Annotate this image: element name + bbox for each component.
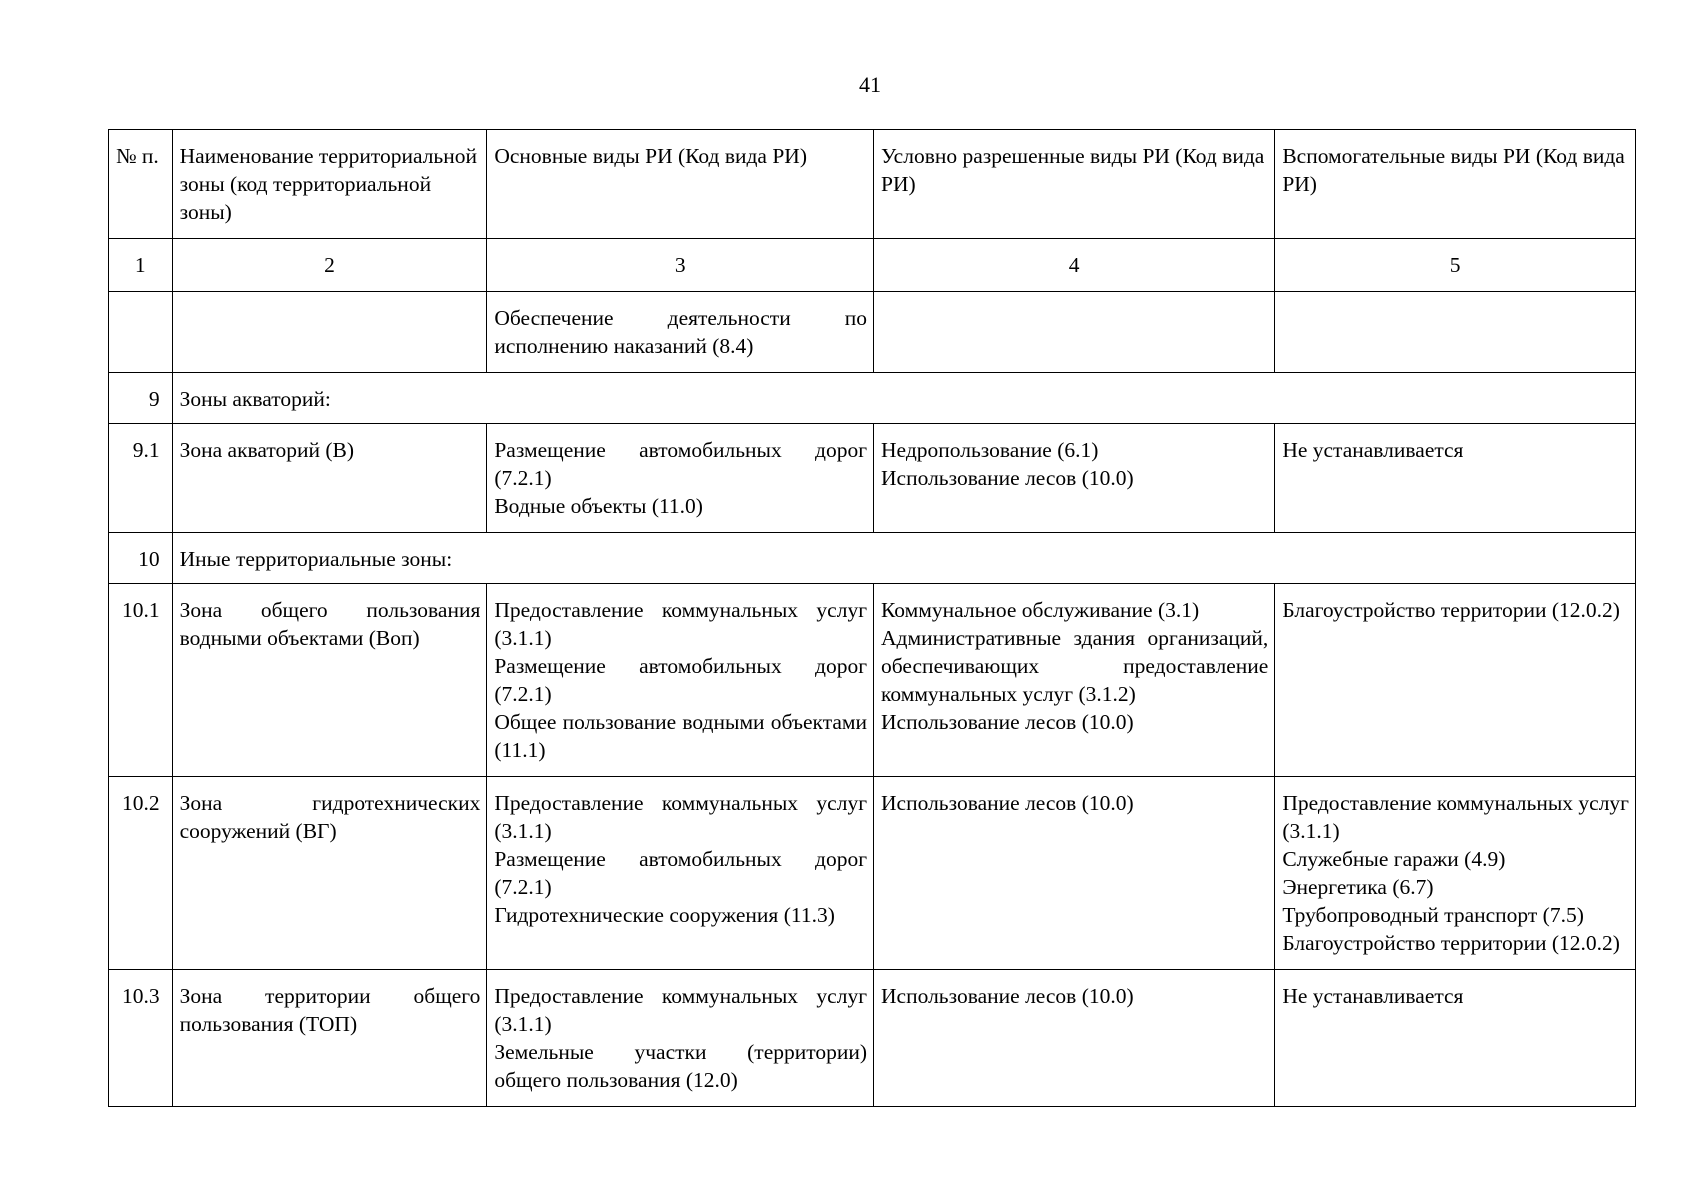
cell-zone: Зона территории общего пользования (ТОП) xyxy=(172,970,487,1107)
cell-conditional-uses xyxy=(874,584,1275,777)
use-item: Не устанавливается xyxy=(1282,984,1464,1008)
cell-main-uses xyxy=(487,584,874,777)
group-row-9 xyxy=(109,373,1636,424)
cell-conditional-uses xyxy=(874,777,1275,970)
group-row-10 xyxy=(109,533,1636,584)
cell-conditional-uses xyxy=(874,424,1275,533)
use-item: Гидротехнические сооружения (11.3) xyxy=(494,903,835,927)
use-item: Благоустройство территории (12.0.2) xyxy=(1282,931,1620,955)
use-item: Водные объекты (11.0) xyxy=(494,494,703,518)
header-auxiliary-uses: Вспомогательные виды РИ (Код вида РИ) xyxy=(1275,130,1636,239)
use-item: Административные здания организаций, обеспечивающих предоставление коммунальных услуг (3.1.2) xyxy=(881,626,1269,706)
column-number: 4 xyxy=(874,239,1275,292)
use-item: Трубопроводный транспорт (7.5) xyxy=(1282,903,1584,927)
use-item: Земельные участки (территории) общего пользования (12.0) xyxy=(494,1040,868,1092)
use-item: Не устанавливается xyxy=(1282,438,1464,462)
cell-auxiliary-uses xyxy=(1275,584,1636,777)
cell-number: 9.1 xyxy=(109,424,173,533)
table-row-10-2 xyxy=(109,777,1636,970)
use-item: Коммунальное обслуживание (3.1) xyxy=(881,598,1200,622)
cell-zone: Зона общего пользования водными объектами (Воп) xyxy=(172,584,487,777)
table-row-9-1 xyxy=(109,424,1636,533)
column-number: 2 xyxy=(172,239,487,292)
use-item: Служебные гаражи (4.9) xyxy=(1282,847,1506,871)
use-item: Использование лесов (10.0) xyxy=(881,466,1134,490)
table-row-10-3 xyxy=(109,970,1636,1107)
use-item: Размещение автомобильных дорог (7.2.1) xyxy=(494,438,868,490)
cell-auxiliary-uses xyxy=(1275,292,1636,373)
cell-zone: Зона акваторий (В) xyxy=(172,424,487,533)
cell-number xyxy=(109,292,173,373)
group-number: 9 xyxy=(109,373,173,424)
cell-main-uses xyxy=(487,970,874,1107)
cell-number: 10.3 xyxy=(109,970,173,1107)
cell-auxiliary-uses xyxy=(1275,970,1636,1107)
cell-zone xyxy=(172,292,487,373)
group-number: 10 xyxy=(109,533,173,584)
cell-number: 10.1 xyxy=(109,584,173,777)
header-conditional-uses: Условно разрешенные виды РИ (Код вида РИ) xyxy=(874,130,1275,239)
cell-conditional-uses xyxy=(874,970,1275,1107)
cell-zone: Зона гидротехнических сооружений (ВГ) xyxy=(172,777,487,970)
cell-main-uses xyxy=(487,424,874,533)
group-title: Иные территориальные зоны: xyxy=(172,533,1635,584)
column-number: 3 xyxy=(487,239,874,292)
use-item: Предоставление коммунальных услуг (3.1.1) xyxy=(494,984,868,1036)
use-item: Благоустройство территории (12.0.2) xyxy=(1282,598,1620,622)
cell-number: 10.2 xyxy=(109,777,173,970)
use-item: Энергетика (6.7) xyxy=(1282,875,1434,899)
cell-conditional-uses xyxy=(874,292,1275,373)
use-item: Предоставление коммунальных услуг (3.1.1) xyxy=(1282,791,1629,843)
cell-main-uses xyxy=(487,777,874,970)
use-item: Общее пользование водными объектами (11.1) xyxy=(494,710,868,762)
header-main-uses: Основные виды РИ (Код вида РИ) xyxy=(487,130,874,239)
table-row-continuation xyxy=(109,292,1636,373)
use-item: Предоставление коммунальных услуг (3.1.1) xyxy=(494,598,868,650)
header-number: № п. xyxy=(109,130,173,239)
use-item: Недропользование (6.1) xyxy=(881,438,1099,462)
cell-main-uses: Обеспечение деятельности по исполнению наказаний (8.4) xyxy=(487,292,874,373)
use-item: Использование лесов (10.0) xyxy=(881,984,1134,1008)
header-zone-name: Наименование территориальной зоны (код территориальной зоны) xyxy=(172,130,487,239)
column-number: 1 xyxy=(109,239,173,292)
use-item: Использование лесов (10.0) xyxy=(881,791,1134,815)
page-number: 41 xyxy=(859,72,881,97)
zones-table xyxy=(108,129,1636,1107)
table-header-row xyxy=(109,130,1636,239)
use-item: Предоставление коммунальных услуг (3.1.1) xyxy=(494,791,868,843)
column-numbers-row xyxy=(109,239,1636,292)
use-item: Использование лесов (10.0) xyxy=(881,710,1134,734)
group-title: Зоны акваторий: xyxy=(172,373,1635,424)
use-item: Размещение автомобильных дорог (7.2.1) xyxy=(494,847,868,899)
cell-auxiliary-uses xyxy=(1275,777,1636,970)
column-number: 5 xyxy=(1275,239,1636,292)
cell-auxiliary-uses xyxy=(1275,424,1636,533)
use-item: Размещение автомобильных дорог (7.2.1) xyxy=(494,654,868,706)
table-row-10-1 xyxy=(109,584,1636,777)
